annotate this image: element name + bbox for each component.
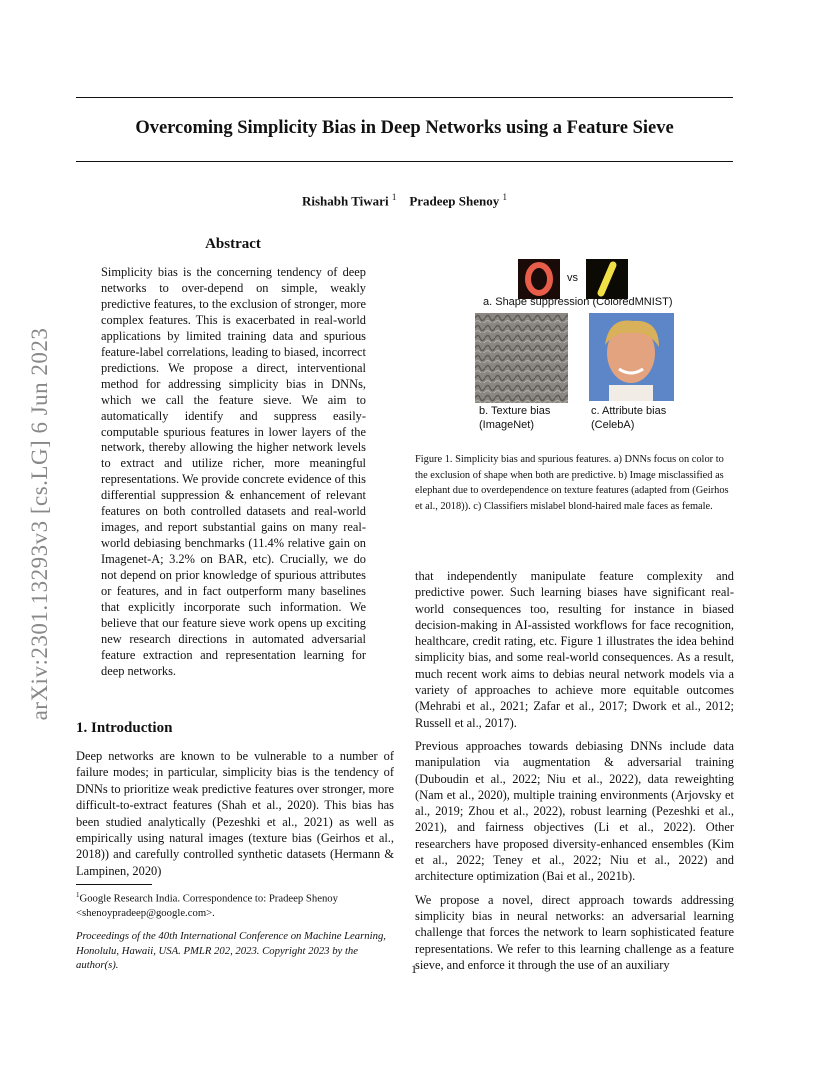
red-zero-digit-image [518, 259, 560, 299]
proceedings-note: Proceedings of the 40th International Conference on Machine Learning, Honolulu, Hawaii, USA. PMLR 202, 2023. Copyright 2023 by the author(s). [76, 930, 386, 971]
footnote-rule [76, 884, 152, 885]
texture-elephant-image [475, 313, 568, 403]
affiliation-mark: 1 [502, 192, 507, 202]
title-bottom-rule [76, 161, 733, 162]
abstract-body: Simplicity bias is the concerning tendency of deep networks to over-depend on simple, weakly predictive features, to the exclusion of stronger, more complex features. This is exacerbated in real-world applications by limited training data and spurious feature-label correlations, leading to biased, incorrect predictions. We propose a direct, interventional method for addressing simplicity bias in DNNs, which we call the feature sieve. We aim to automatically identify and suppress easily-computable spurious features in lower layers of the network, thereby allowing the higher network levels to extract and utilize richer, more meaningful representations. We provide concrete evidence of this differential suppression & enhancement of relevant features on both controlled datasets and real-world images, and report substantial gains on many real-world debiasing benchmarks (11.4% relative gain on Imagenet-A; 3.2% on BAR, etc). Crucially, we do not depend on prior knowledge of spurious attributes or features, and in fact outperform many baselines that explicitly incorporate such information. We believe that our feature sieve work opens up exciting new research directions in automated adversarial feature extraction and representation learning for deep networks. [101, 265, 366, 678]
panel-b-sublabel: (ImageNet) [479, 419, 535, 431]
yellow-one-digit-image [586, 259, 628, 299]
author-name: Rishabh Tiwari [301, 193, 389, 209]
author-name: Pradeep Shenoy [409, 193, 500, 209]
paragraph: that independently manipulate feature complexity and predictive power. Such learning biases have significant real-world consequences too, resulting for instance in biased decision-making in AI-assisted workflows for face recognition, healthcare, credit rating, etc. Figure 1 illustrates the idea behind simplicity bias, and some real-world consequences. As a result, much recent work aims to debias neural network models via a variety of approaches to achieve more equitable outcomes (Mehrabi et al., 2021; Zafar et al., 2017; Dwork et al., 2012; Russell et al., 2017). [415, 569, 734, 730]
paper-title: Overcoming Simplicity Bias in Deep Networks using a Feature Sieve [135, 118, 674, 138]
footnote [76, 888, 394, 921]
right-column-text [415, 568, 734, 980]
page-number: 1 [411, 962, 417, 976]
panel-c-sublabel: (CelebA) [591, 419, 635, 431]
versus-label: vs [567, 272, 578, 284]
panel-b-label: b. Texture bias [479, 405, 551, 417]
footnote-text: Google Research India. Correspondence to: Pradeep Shenoy <shenoypradeep@google.com>. [76, 892, 338, 920]
paragraph: Previous approaches towards debiasing DNNs include data manipulation via augmentation & adversarial training (Duboudin et al., 2022; Niu et al., 2022), data reweighting (Nam et al., 2020), multiple training environments (Arjovsky et al., 2019; Zhou et al., 2022), robust learning (Pezeshki et al., 2021), and fairness objectives (Li et al., 2022). Other researchers have proposed diversity-enhanced ensembles (Kim et al., 2022; Teney et al., 2022; Niu et al., 2022) and architecture optimization (Bai et al., 2021b). [415, 738, 734, 884]
panel-c-label: c. Attribute bias [591, 405, 667, 417]
author-line [76, 192, 733, 209]
affiliation-mark: 1 [391, 192, 397, 202]
footnote-mark: 1 [76, 891, 80, 899]
top-rule [76, 97, 733, 98]
arxiv-stamp: arXiv:2301.13293v3 [cs.LG] 6 Jun 2023 [27, 327, 52, 721]
figure-caption: Figure 1. Simplicity bias and spurious features. a) DNNs focus on color to the exclusion of shape when both are predictive. b) Image misclassified as elephant due to overdependence on texture features (adapted from (Geirhos et al., 2018)). c) Classifiers mislabel blond-haired male faces as female. [415, 454, 729, 512]
paragraph: We propose a novel, direct approach towards addressing simplicity bias in neural networks: an adversarial learning challenge that forces the network to learn sophisticated feature representations. We refer to this learning challenge as a feature sieve, and enforce it through the use of an auxiliary [415, 892, 734, 972]
intro-paragraph: Deep networks are known to be vulnerable to a number of failure modes; in particular, simplicity bias is the tendency of DNNs to prioritize weak predictive features over stronger, more difficult-to-extract features (Shah et al., 2020). This bias has been studied analytically (Pezeshki et al., 2021) as well as empirically using natural images (texture bias (Geirhos et al., 2018)) and carefully controlled synthetic datasets (Hermann & Lampinen, 2020) [76, 749, 394, 878]
blond-face-image [589, 313, 674, 401]
abstract-heading: Abstract [205, 236, 261, 252]
panel-a-label: a. Shape suppression (ColoredMNIST) [483, 296, 673, 308]
section-heading-introduction: 1. Introduction [76, 720, 173, 736]
